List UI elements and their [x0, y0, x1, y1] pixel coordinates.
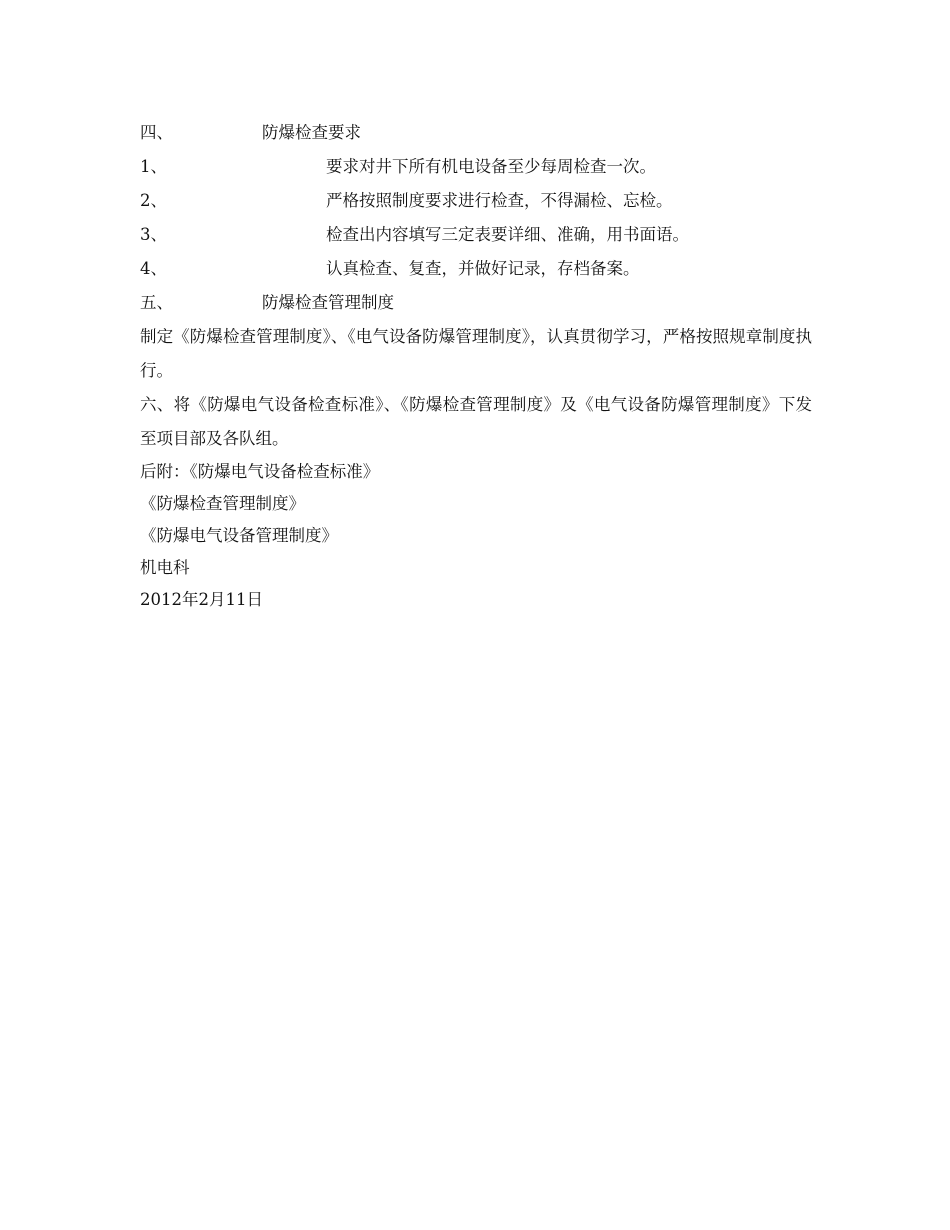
list-item-4 [140, 252, 812, 286]
attachment-doc-3: 《防爆电气设备管理制度》 [140, 526, 338, 545]
section-six-paragraph: 六、将《防爆电气设备检查标准》、《防爆检查管理制度》及《电气设备防爆管理制度》下发至项目部及各队组。 [140, 395, 812, 448]
signature-department: 机电科 [140, 558, 190, 577]
section-title: 防爆检查要求 [262, 123, 361, 142]
list-item-2 [140, 184, 812, 218]
section-number: 四、 [140, 123, 173, 142]
attachment-label: 后附：《防爆电气设备检查标准》 [140, 462, 380, 481]
section-number: 五、 [140, 293, 173, 312]
item-text: 严格按照制度要求进行检查，不得漏检、忘检。 [326, 191, 673, 210]
section-title: 防爆检查管理制度 [262, 293, 394, 312]
item-number: 4、 [140, 259, 167, 278]
item-number: 2、 [140, 191, 167, 210]
item-number: 3、 [140, 225, 167, 244]
list-item-1 [140, 150, 812, 184]
section-heading-five [140, 286, 812, 320]
section-heading-four [140, 116, 812, 150]
item-text: 认真检查、复查，并做好记录，存档备案。 [326, 259, 640, 278]
item-text: 检查出内容填写三定表要详细、准确，用书面语。 [326, 225, 689, 244]
signature-date: 2012年2月11日 [140, 590, 263, 609]
item-number: 1、 [140, 157, 167, 176]
document-body [140, 116, 812, 616]
item-text: 要求对井下所有机电设备至少每周检查一次。 [326, 157, 656, 176]
attachment-doc-2: 《防爆检查管理制度》 [140, 494, 305, 513]
section-five-paragraph: 制定《防爆检查管理制度》、《电气设备防爆管理制度》，认真贯彻学习，严格按照规章制度执行。 [140, 327, 812, 380]
list-item-3 [140, 218, 812, 252]
